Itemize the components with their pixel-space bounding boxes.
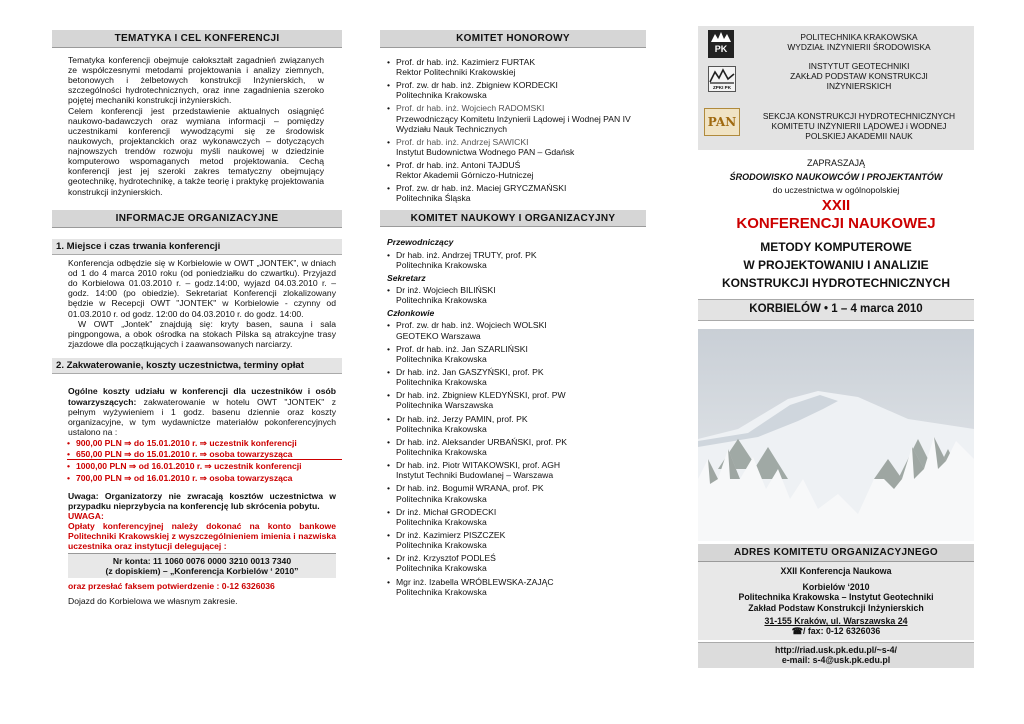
czl-member: • Dr inż. Krzysztof PODLEŚ Politechnika Krakowska [387,553,646,573]
sekr-list [380,285,646,305]
price-list [52,438,342,483]
uwaga-2-head: UWAGA: [68,511,104,521]
phone-icon: ☎ [791,626,803,637]
pan-logo-icon: PAN [704,108,740,136]
column-right [698,0,974,668]
adres-line: Politechnika Krakowska – Instytut Geotechniki [738,592,934,603]
price-item: • 650,00 PLN ⇒ do 15.01.2010 r. ⇒ osoba towarzysząca [67,449,342,460]
org1-text: POLITECHNIKA KRAKOWSKA WYDZIAŁ INŻYNIERII ŚRODOWISKA [787,32,931,52]
zpki-logo-icon: ZPKI PK [708,66,736,92]
tematyka-header: TEMATYKA I CEL KONFERENCJI [52,30,342,48]
uwaga-2-text: Opłaty konferencyjnej należy dokonać na konto bankowe Politechniki Krakowskiej z wyszczególnieniem imienia i nazwiska uczestnika oraz instytucji delegującej : [68,521,336,552]
pk-logo-icon: PK [708,30,734,58]
adres-line: 31-155 Kraków, ul. Warszawska 24 [764,616,908,627]
honorowy-member: • Prof. dr hab. inż. Antoni TAJDUŚ Rektor Akademii Górniczo-Hutniczej [387,160,646,180]
account-box [68,553,336,578]
adres-block [698,562,974,640]
account-note: (z dopiskiem) – „Konferencja Korbielów ‘ 2010” [105,565,299,576]
sekr-label: Sekretarz [387,272,426,283]
conf-number: XXII [821,197,851,215]
section-1-title: 1. Miejsce i czas trwania konferencji [52,239,342,255]
account-number: Nr konta: 11 1060 0076 0000 3210 0013 7340 [112,555,292,566]
winter-landscape-photo [698,329,974,541]
czl-member: • Dr hab. inż. Bogumił WRANA, prof. PK Politechnika Krakowska [387,483,646,503]
title-line-1: METODY KOMPUTEROWE [760,239,912,254]
price-item: • 700,00 PLN ⇒ od 16.01.2010 r. ⇒ osoba towarzysząca [67,473,342,483]
section-2-title: 2. Zakwaterowanie, koszty uczestnictwa, terminy opłat [52,358,342,374]
price-item: • 1000,00 PLN ⇒ od 16.01.2010 r. ⇒ uczestnik konferencji [67,461,342,471]
czl-member: • Dr hab. inż. Jerzy PAMIN, prof. PK Politechnika Krakowska [387,414,646,434]
adres-line: Zakład Podstaw Konstrukcji Inżynierskich [748,602,924,613]
przew-label: Przewodniczący [387,237,454,248]
czl-member: • Dr hab. inż. Jan GASZYŃSKI, prof. PK Politechnika Krakowska [387,367,646,387]
costs-bold: Ogólne koszty udziału w konferencji dla uczestników i osób towarzyszących: [68,386,336,407]
org3-text: SEKCJA KONSTRUKCJI HYDROTECHNICZNYCH KOMITETU INŻYNIERII LĄDOWEJ i WODNEJ POLSKIEJ AKADEMII NAUK [762,111,956,141]
section-1-text: Konferencja odbędzie się w Korbielowie w OWT „JONTEK”, w dniach od 1 do 4 marca 2010 roku (od poniedziałku do czwartku). Przyjazd do Korbielowa 01.03.2010 r. – godz.14:00, wyjazd 04.03.2010 r. – godz. 14:00 (po obiedzie). Sekretariat Konferencji zlokalizowany będzie w Recepcji OWT "JONTEK" w Korbielowie - czynny od 01.03.2010 r. od godz. 12:00 do 04.03.2010 r. do godz. 14:00. [68,257,336,319]
czl-member: • Prof. zw. dr hab. inż. Wojciech WOLSKI GEOTEKO Warszawa [387,320,646,340]
info-header: INFORMACJE ORGANIZACYJNE [52,210,342,228]
adres-line: Korbielów ‘2010 [802,581,870,592]
naukowy-header: KOMITET NAUKOWY I ORGANIZACYJNY [380,210,646,228]
dojazd: Dojazd do Korbielowa we własnym zakresie. [68,595,238,606]
date-band: KORBIELÓW • 1 – 4 marca 2010 [698,299,974,321]
czl-member: • Dr hab. inż. Aleksander URBAŃSKI, prof. PK Politechnika Krakowska [387,437,646,457]
conf-word: KONFERENCJI NAUKOWEJ [736,215,936,233]
title-line-2: W PROJEKTOWANIU I ANALIZIE [743,257,929,272]
honorowy-member: • Prof. dr hab. inż. Andrzej SAWICKI Instytut Budownictwa Wodnego PAN – Gdańsk [387,137,646,157]
tematyka-p2: Celem konferencji jest przedstawienie aktualnych osiągnięć naukowo-badawczych oraz wymiana informacji – pomiędzy uczestnikami konferencji wywodzącymi się ze środowisk naukowych, projektanckich oraz wykonawczych – dotyczących najnowszych trendów rozwoju myśli naukowej w dziedzinie komputerowo wspomaganych metod projektowania. Cechą konferencji jest jej szeroki zakres tematyczny obejmujący geotechnikę, hydrotechnikę, a także teorię i praktykę projektowania konstrukcji inżynierskich. [68,105,324,197]
srodowisko: ŚRODOWISKO NAUKOWCÓW I PROJEKTANTÓW [729,171,943,182]
tematyka-p1: Tematyka konferencji obejmuje całokształt zagadnień związanych ze współczesnymi metodami projektowania i analizy ziemnych, betonowych i żelbetowych konstrukcji Inżynierskich, w szczególności hydrotechnicznych, oraz inne zagadnienia szeroko pojętej mechaniki konstrukcji inżynierskich. [68,54,324,106]
costs-rest: zakwaterowanie w hotelu OWT "JONTEK" z pełnym wyżywieniem i 1 godz. basenu dziennie oraz koszty organizacyjne, w tym wydawnictze materiałów pokonferencyjnych ustalono na : [68,396,336,438]
web-block [698,642,974,668]
org2-text: INSTYTUT GEOTECHNIKI ZAKŁAD PODSTAW KONSTRUKCJI INŻYNIERSKICH [790,61,928,91]
fax-confirm: oraz przesłać faksem potwierdzenie : 0-12 6326036 [68,580,275,591]
adres-line: XXII Konferencja Naukowa [780,565,892,576]
email-link[interactable]: e-mail: s-4@usk.pk.edu.pl [781,655,891,666]
zapraszaja: ZAPRASZAJĄ [806,158,865,168]
costs-text [68,386,336,437]
czl-member: • Dr inż. Kazimierz PISZCZEK Politechnika Krakowska [387,530,646,550]
czl-member: • Prof. dr hab. inż. Jan SZARLIŃSKI Politechnika Krakowska [387,344,646,364]
do-uczestnictwa: do uczestnictwa w ogólnopolskiej [772,185,900,196]
czl-member: • Dr inż. Michał GRODECKI Politechnika Krakowska [387,507,646,527]
przew-list [380,250,646,270]
czl-label: Członkowie [387,308,435,319]
honorowy-list [380,57,646,204]
honorowy-member: • Prof. dr hab. inż. Wojciech RADOMSKI Przewodniczący Komitetu Inżynierii Lądowej i Wodnej PAN IV Wydziału Nauk Technicznych [387,103,646,133]
adres-header: ADRES KOMITETU ORGANIZACYJNEGO [698,544,974,562]
honorowy-header: KOMITET HONOROWY [380,30,646,48]
honorowy-member: • Prof. zw. dr hab. inż. Maciej GRYCZMAŃSKI Politechnika Śląska [387,183,646,203]
honorowy-member: • Prof. zw. dr hab. inż. Zbigniew KORDECKI Politechnika Krakowska [387,80,646,100]
price-item: • 900,00 PLN ⇒ do 15.01.2010 r. ⇒ uczestnik konferencji [67,438,342,448]
org-header [698,26,974,150]
column-middle [380,0,646,600]
przew-member: • Dr hab. inż. Andrzej TRUTY, prof. PK Politechnika Krakowska [387,250,646,270]
czl-member: • Dr hab. inż. Zbigniew KLEDYŃSKI, prof. PW Politechnika Warszawska [387,390,646,410]
column-left [52,0,342,606]
title-line-3: KONSTRUKCJI HYDROTECHNICZNYCH [721,276,950,291]
czl-list [380,320,646,596]
czl-member: • Mgr inż. Izabella WRÓBLEWSKA-ZAJĄC Politechnika Krakowska [387,577,646,597]
uwaga-1: Uwaga: Organizatorzy nie zwracają kosztów uczestnictwa w przypadku nieprzybycia na konferencję lub skrócenia pobytu. [68,490,336,511]
section-1-text2: W OWT „Jontek” znajdują się: kryty basen, sauna i sala pingpongowa, a obok ośrodka na stokach Pilska są atrakcyjne trasy zjazdowe dla początkujących i zaawansowanych narciarzy. [68,318,336,349]
honorowy-member: • Prof. dr hab. inż. Kazimierz FURTAK Rektor Politechniki Krakowskiej [387,57,646,77]
tematyka-body [52,55,342,197]
website-link[interactable]: http://riad.usk.pk.edu.pl/~s-4/ [775,645,897,656]
sekr-member: • Dr inż. Wojciech BILIŃSKI Politechnika Krakowska [387,285,646,305]
czl-member: • Dr hab. inż. Piotr WITAKOWSKI, prof. AGH Instytut Techniki Budowlanej – Warszawa [387,460,646,480]
adres-phone: ☎/ fax: 0-12 6326036 [791,626,881,637]
invitation [698,158,974,290]
